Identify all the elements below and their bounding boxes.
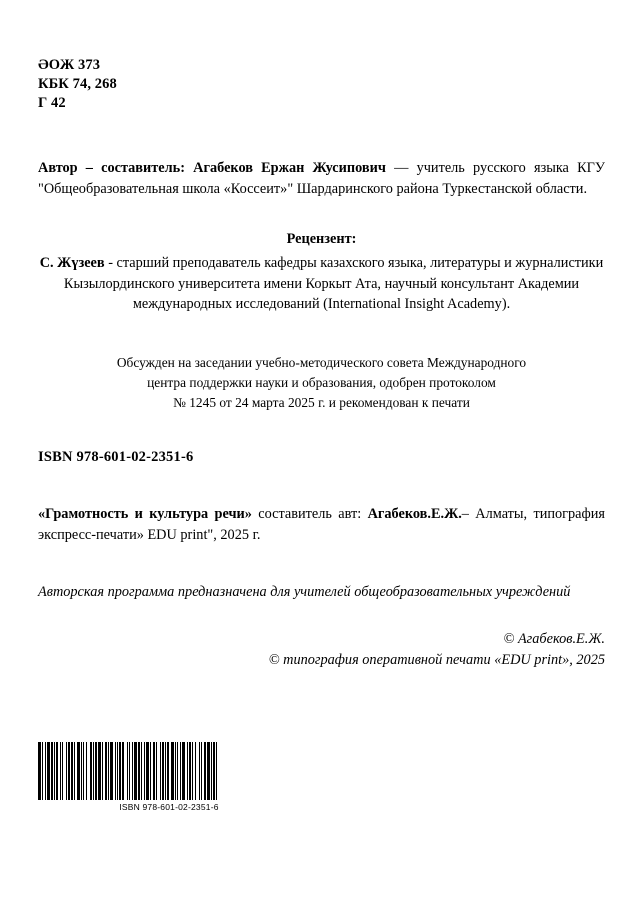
classification-codes bbox=[38, 56, 605, 113]
program-note: Авторская программа предназначена для учителей общеобразовательных учреждений bbox=[38, 583, 571, 600]
copyright-author: © Агабеков.Е.Ж. bbox=[503, 630, 605, 647]
barcode-caption: ISBN 978-601-02-2351-6 bbox=[119, 802, 219, 812]
reviewer-heading: Рецензент: bbox=[286, 230, 357, 247]
barcode-bars bbox=[38, 742, 300, 800]
udc-code: ӘОЖ 373 bbox=[38, 57, 101, 73]
isbn-line: ISBN 978-601-02-2351-6 bbox=[38, 449, 194, 466]
compiler-label: составитель авт: bbox=[251, 506, 368, 523]
author-affiliation: — учитель русского языка КГУ "Общеобразовательная школа «Коссеит»" Шардаринского района Туркестанской области. bbox=[38, 160, 605, 197]
publication-title: «Грамотность и культура речи» bbox=[38, 506, 252, 523]
approval-line-1: Обсужден на заседании учебно-методического совета Международного bbox=[116, 355, 527, 371]
publication-title-block bbox=[38, 504, 605, 545]
bbk-code: КБК 74, 268 bbox=[38, 76, 117, 93]
approval-block bbox=[38, 353, 605, 413]
author-label: Автор – составитель: bbox=[38, 160, 185, 177]
imprint-text: – Алматы, типография экспресс-печати» EDU print", 2025 г. bbox=[38, 506, 606, 544]
copyright-publisher: © типография оперативной печати «EDU print», 2025 bbox=[268, 652, 605, 669]
barcode bbox=[38, 742, 300, 812]
reviewer-name: С. Жүзеев bbox=[39, 254, 105, 271]
reviewer-affiliation: - старший преподаватель кафедры казахского языка, литературы и журналистики Кызылординского университета имени Коркыт Ата, научный консультант Академии международных исследований (International Insight Academy). bbox=[63, 254, 604, 313]
author-block bbox=[38, 158, 605, 199]
copyright-block bbox=[38, 629, 605, 672]
approval-line-3: № 1245 от 24 марта 2025 г. и рекомендован к печати bbox=[173, 395, 470, 411]
reviewer-block bbox=[38, 253, 605, 315]
author-name: Агабеков Ержан Жусипович bbox=[193, 160, 386, 177]
shelf-code: Г 42 bbox=[38, 95, 66, 112]
compiler-name: Агабеков.Е.Ж. bbox=[367, 506, 462, 523]
approval-line-2: центра поддержки науки и образования, одобрен протоколом bbox=[147, 375, 496, 391]
